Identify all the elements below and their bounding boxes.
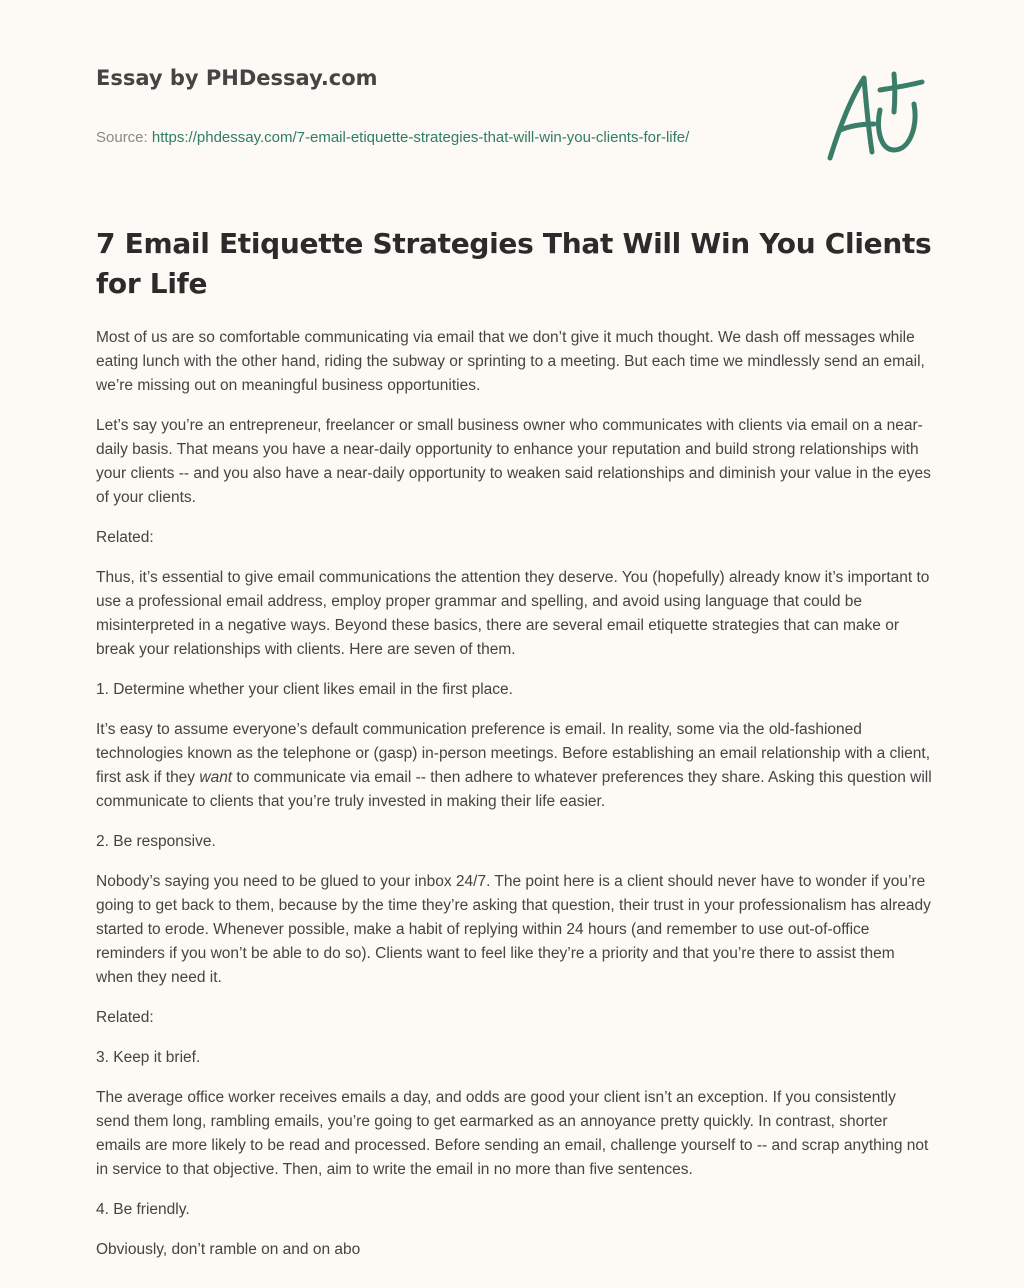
strategy-heading-2: 2. Be responsive. [96,833,216,850]
source-link[interactable]: https://phdessay.com/7-email-etiquette-strategies-that-will-win-you-clients-for-life/ [151,129,690,146]
article [96,224,932,1278]
document-header [96,62,776,150]
strategy-heading-1: 1. Determine whether your client likes email in the first place. [96,681,513,698]
paragraph-strategy-2: Nobody’s saying you need to be glued to your inbox 24/7. The point here is a client should never have to wonder if you’re going to get back to them, because by the time they’re asking that question, their trust in your professionalism has already started to erode. Whenever possible, make a habit of replying within 24 hours (and remember to use out-of-office reminders if you won’t be able to do so). Clients want to feel like they’re a priority and that you’re there to assist them when they need it. [96,873,931,986]
strategy-heading-3: 3. Keep it brief. [96,1049,201,1066]
paragraph-strategy-3: The average office worker receives emails a day, and odds are good your client isn’t an exception. If you consistently send them long, rambling emails, you’re going to get earmarked as an annoyance pretty quickly. In contrast, shorter emails are more likely to be read and processed. Before sending an email, challenge yourself to -- and scrap anything not in service to that objective. Then, aim to write the email in no more than five sentences. [96,1089,929,1178]
related-label: Related: [96,529,154,546]
site-title: Essay by PHDessay.com [96,66,378,90]
paragraph-strategy-1: It’s easy to assume everyone’s default communication preference is email. In reality, some via the old-fashioned technologies known as the telephone or (gasp) in-person meetings. Before establishing an email relationship with a client, first ask if they want to communicate via email -- then adhere to whatever preferences they share. Asking this question will communicate to clients that you’re truly invested in making their life easier. [96,721,932,810]
a-plus-logo-icon [818,66,930,166]
source-label: Source: [96,129,152,146]
related-label: Related: [96,1009,154,1026]
source-line [96,126,776,150]
strategy-heading-4: 4. Be friendly. [96,1201,190,1218]
paragraph-strategy-4: Obviously, don’t ramble on and on abo [96,1241,361,1258]
article-title: 7 Email Etiquette Strategies That Will Win You Clients for Life [96,227,932,300]
paragraph-intro: Most of us are so comfortable communicating via email that we don’t give it much thought. We dash off messages while eating lunch with the other hand, riding the subway or sprinting to a meeting. But each time we mindlessly send an email, we’re missing out on meaningful business opportunities. [96,329,925,394]
paragraph-scenario: Let’s say you’re an entrepreneur, freelancer or small business owner who communicates with clients via email on a near-daily basis. That means you have a near-daily opportunity to enhance your reputation and build strong relationships with your clients -- and you also have a near-daily opportunity to weaken said relationships and diminish your value in the eyes of your clients. [96,417,931,506]
emphasis-want: want [199,769,233,786]
paragraph-basics: Thus, it’s essential to give email communications the attention they deserve. You (hopefully) already know it’s important to use a professional email address, employ proper grammar and spelling, and avoid using language that could be misinterpreted in a negative ways. Beyond these basics, there are several email etiquette strategies that can make or break your relationships with clients. Here are seven of them. [96,569,930,658]
